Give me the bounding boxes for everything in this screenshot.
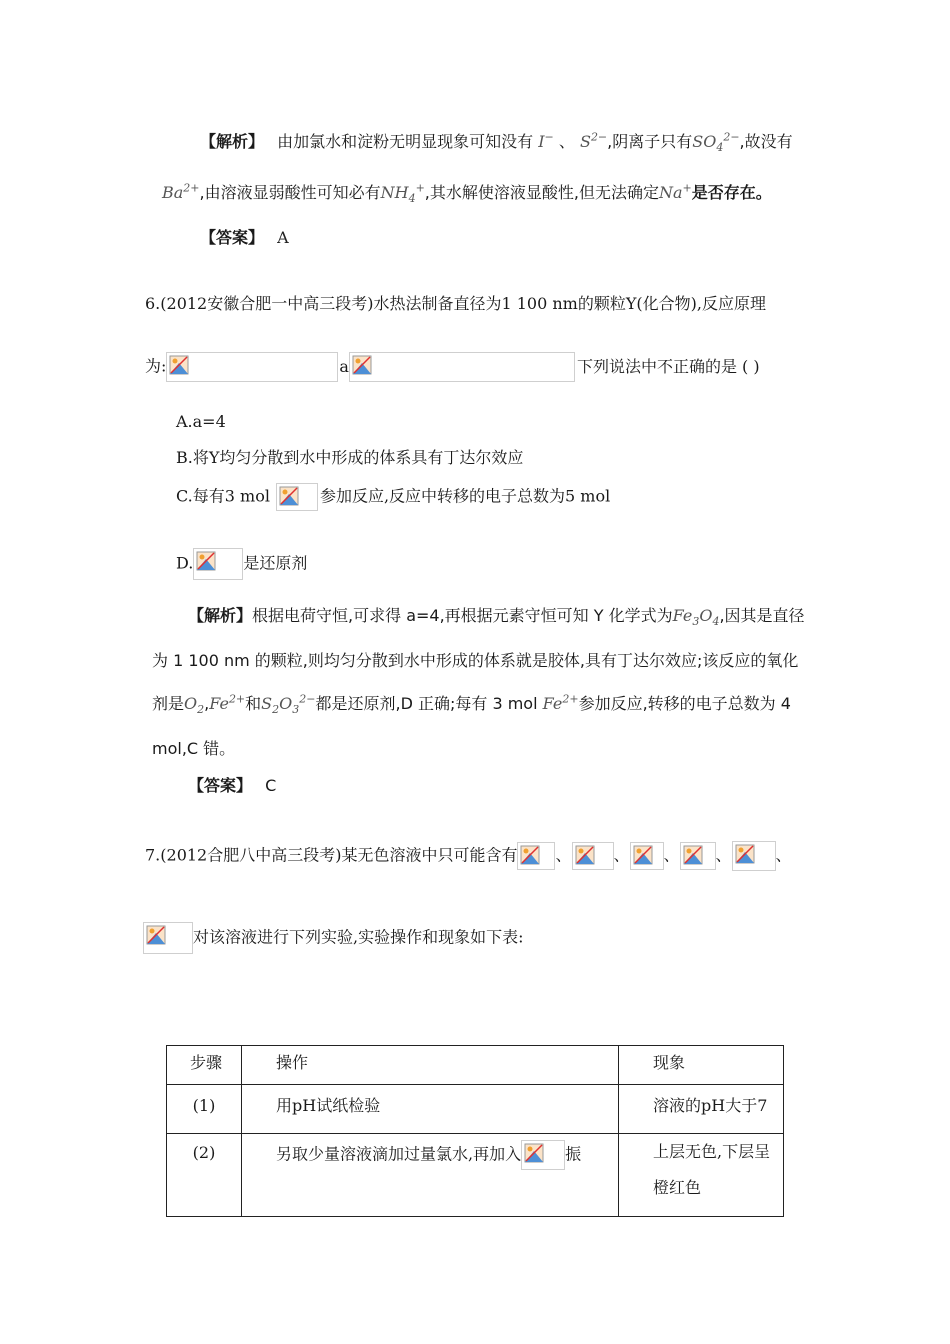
q6-stem-line2: 为: a 下列说法中不正确的是 ( ) [145,352,760,382]
answer-tag: 【答案】 [188,776,253,795]
q6-option-b: B.将Y均匀分散到水中形成的体系具有丁达尔效应 [176,448,524,467]
broken-image-icon [732,841,776,871]
broken-image-icon [193,548,243,580]
broken-image-icon [276,483,318,511]
q5-answer [200,228,289,247]
row-step: (1) [192,1096,216,1115]
row-operation: 另取少量溶液滴加过量氯水,再加入 振 [242,1134,618,1216]
broken-image-icon [680,842,716,870]
row-operation: 用pH试纸检验 [276,1096,381,1115]
header-step: 步骤 [189,1053,222,1072]
q7-stem-line2: 对该溶液进行下列实验,实验操作和现象如下表: [143,922,523,954]
q6-analysis-line2: 为 1 100 nm 的颗粒,则均匀分散到水中形成的体系就是胶体,具有丁达尔效应;该反应的氧化 [152,651,799,670]
answer-tag: 【答案】 [200,228,265,247]
q6-option-c: C.每有3 mol 参加反应,反应中转移的电子总数为5 mol [176,483,610,511]
header-operation: 操作 [276,1053,309,1072]
q6-analysis-line3: 剂是$O_2,Fe^{2+}$和$S_2O_3^{2-}$都是还原剂,D 正确;每有 3 mol $Fe^{2+}$参加反应,转移的电子总数为 4 [152,692,791,717]
answer-value: C [265,776,277,795]
table-row [167,1085,784,1134]
broken-image-icon [349,352,575,382]
q6-stem-line1: 6.(2012安徽合肥一中高三段考)水热法制备直径为1 100 nm的颗粒Y(化合物),反应原理 [145,294,766,313]
q6-option-a: A.a=4 [176,412,226,431]
q7-stem-line1: 7.(2012合肥八中高三段考)某无色溶液中只可能含有 、 、 、 、 、 [145,841,792,871]
row-observation: 溶液的pH大于7 [653,1096,768,1115]
q5-analysis-line2: $Ba^{2+}$,由溶液显弱酸性可知必有$NH_4^+$,其水解使溶液显酸性,但无法确定Na+是否存在。 [162,181,772,206]
broken-image-icon [572,842,614,870]
q6-analysis-line1: 【解析】根据电荷守恒,可求得 a=4,再根据元素守恒可知 Y 化学式为$Fe_3O_4$,因其是直径 [188,606,805,629]
broken-image-icon [166,352,338,382]
q6-option-d: D. 是还原剂 [176,548,307,580]
analysis-tag: 【解析】 [188,606,253,625]
broken-image-icon [630,842,664,870]
header-observation: 现象 [653,1053,686,1072]
broken-image-icon [521,1140,565,1170]
broken-image-icon [143,922,193,954]
broken-image-icon [517,842,555,870]
analysis-tag: 【解析】 [200,132,265,151]
answer-value: A [277,228,289,247]
table-row [167,1134,784,1217]
q6-answer [188,776,276,795]
row-observation: 上层无色,下层呈橙红色 [653,1142,771,1197]
experiment-table [166,1045,784,1217]
row-step: (2) [192,1143,216,1162]
q5-analysis-line1: 【解析】 由加氯水和淀粉无明显现象可知没有 I− 、 $S^{2-}$,阴离子只有$SO_4^{2-}$,故没有 [200,130,793,155]
table-header-row [167,1046,784,1085]
q6-analysis-line4: mol,C 错。 [152,739,236,758]
